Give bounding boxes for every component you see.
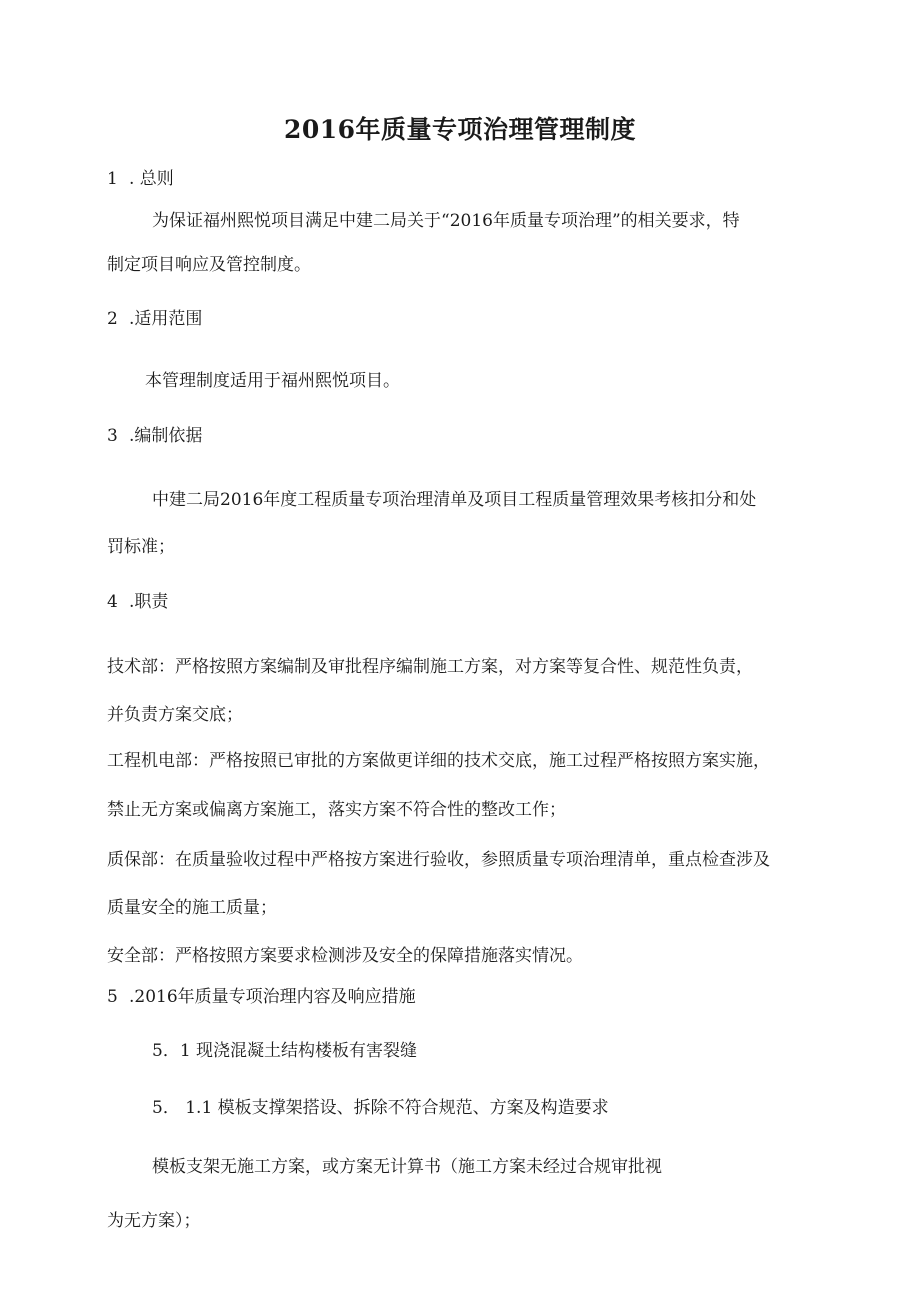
paragraph-line: 制定项目响应及管控制度。: [107, 255, 311, 275]
paragraph-line: 中建二局2016年度工程质量专项治理清单及项目工程质量管理效果考核扣分和处: [152, 490, 757, 510]
section-number: 1: [107, 169, 118, 189]
paragraph-line: 质量安全的施工质量；: [107, 898, 277, 918]
paragraph-line: 工程机电部：严格按照已审批的方案做更详细的技术交底，施工过程严格按照方案实施，: [107, 751, 770, 771]
section-2-heading: [107, 308, 202, 330]
paragraph-line: 本管理制度适用于福州熙悦项目。: [145, 371, 400, 391]
paragraph-line: 罚标准；: [107, 537, 175, 557]
section-1-heading: [107, 168, 174, 190]
paragraph-line: 质保部：在质量验收过程中严格按方案进行验收，参照质量专项治理清单，重点检查涉及: [107, 850, 770, 870]
paragraph-line: 技术部：严格按照方案编制及审批程序编制施工方案，对方案等复合性、规范性负责，: [107, 657, 753, 677]
subsection-heading: 5．1 现浇混凝土结构楼板有害裂缝: [152, 1041, 418, 1061]
paragraph-line: 并负责方案交底；: [107, 705, 243, 725]
section-number: 2: [107, 309, 118, 329]
section-title: .适用范围: [129, 309, 203, 329]
paragraph-line: 禁止无方案或偏离方案施工，落实方案不符合性的整改工作；: [107, 800, 566, 820]
paragraph-line: 模板支架无施工方案，或方案无计算书（施工方案未经过合规审批视: [152, 1157, 662, 1177]
section-5-heading: [107, 986, 416, 1008]
paragraph-line: 安全部：严格按照方案要求检测涉及安全的保障措施落实情况。: [107, 946, 583, 966]
section-title: .编制依据: [129, 426, 203, 446]
paragraph-line: 为保证福州熙悦项目满足中建二局关于“2016年质量专项治理”的相关要求，特: [152, 211, 740, 231]
section-number: 3: [107, 426, 118, 446]
section-3-heading: [107, 425, 202, 447]
section-number: 4: [107, 592, 118, 612]
section-title: .2016年质量专项治理内容及响应措施: [129, 987, 416, 1007]
section-number: 5: [107, 987, 118, 1007]
section-title: . 总则: [129, 169, 174, 189]
section-4-heading: [107, 591, 168, 613]
document-title: 2016年质量专项治理管理制度: [283, 115, 637, 144]
paragraph-line: 为无方案）；: [107, 1211, 201, 1231]
subsection-heading: 5． 1.1 模板支撑架搭设、拆除不符合规范、方案及构造要求: [152, 1098, 609, 1118]
section-title: .职责: [129, 592, 169, 612]
